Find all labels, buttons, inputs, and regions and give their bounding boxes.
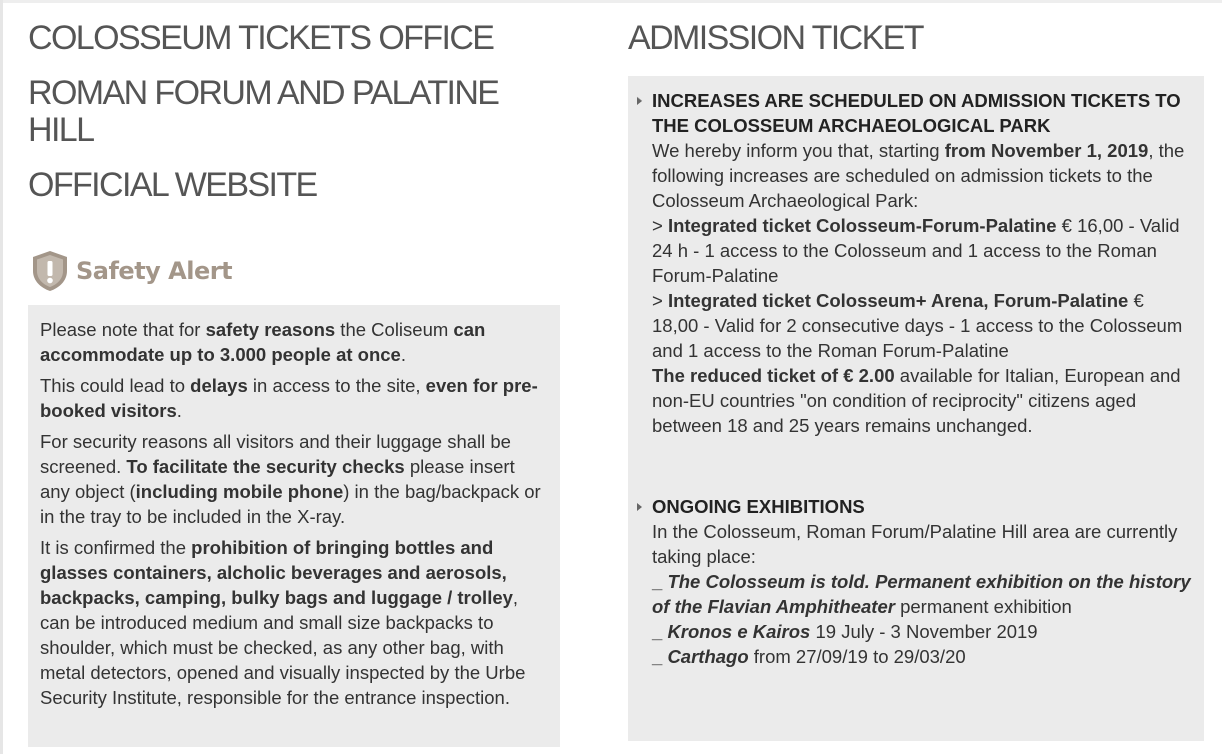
arrow-right-bullet-icon bbox=[636, 494, 652, 669]
news-body bbox=[652, 494, 1194, 669]
left-column bbox=[28, 19, 560, 708]
ticket-integrated-arena: > Integrated ticket Colosseum+ Arena, Forum-Palatine € 18,00 - Valid for 2 consecutive days - 1 access to the Colosseum and 1 access to the Roman Forum-Palatine bbox=[652, 290, 1183, 361]
right-column bbox=[628, 19, 1204, 667]
safety-paragraph-capacity: Please note that for safety reasons the Coliseum can accommodate up to 3.000 people at once. bbox=[40, 319, 486, 365]
shield-icon bbox=[30, 249, 70, 293]
exhibition-kronos-kairos: _ Kronos e Kairos 19 July - 3 November 2019 bbox=[652, 621, 1038, 642]
ticket-integrated-24h: > Integrated ticket Colosseum-Forum-Palatine € 16,00 - Valid 24 h - 1 access to the Colosseum and 1 access to the Roman Forum-Palatine bbox=[652, 215, 1180, 286]
site-title: COLOSSEUM TICKETS OFFICE bbox=[28, 19, 494, 57]
admission-ticket-title: ADMISSION TICKET bbox=[628, 19, 923, 57]
news-item-ticket-increases bbox=[636, 88, 1194, 438]
news-body bbox=[652, 88, 1194, 438]
exhibition-carthago: _ Carthago from 27/09/19 to 29/03/20 bbox=[652, 646, 966, 667]
official-website-title: OFFICIAL WEBSITE bbox=[28, 166, 317, 204]
news-item-exhibitions bbox=[636, 494, 1194, 669]
news-heading: ONGOING EXHIBITIONS bbox=[652, 496, 865, 517]
safety-paragraph-screening: For security reasons all visitors and their luggage shall be screened. To facilitate the security checks please insert any object (including mobile phone) in the bag/backpack or in the tray to be included in the X-ray. bbox=[40, 431, 541, 527]
arrow-right-bullet-icon bbox=[636, 88, 652, 438]
safety-alert-box bbox=[28, 305, 560, 747]
safety-paragraph-delays: This could lead to delays in access to the site, even for pre-booked visitors. bbox=[40, 375, 538, 421]
news-intro: We hereby inform you that, starting from November 1, 2019, the following increases are scheduled on admission tickets to the Colosseum Archaeological Park: bbox=[652, 140, 1185, 211]
ticket-reduced: The reduced ticket of € 2.00 available for Italian, European and non-EU countries "on condition of reciprocity" citizens aged between 18 and 25 years remains unchanged. bbox=[652, 365, 1181, 436]
left-border bbox=[0, 0, 3, 754]
exhibitions-intro: In the Colosseum, Roman Forum/Palatine Hill area are currently taking place: bbox=[652, 521, 1178, 567]
news-box bbox=[628, 76, 1204, 741]
safety-alert-title: Safety Alert bbox=[76, 257, 233, 285]
top-border bbox=[0, 0, 1222, 3]
news-heading: INCREASES ARE SCHEDULED ON ADMISSION TICKETS TO THE COLOSSEUM ARCHAEOLOGICAL PARK bbox=[652, 90, 1181, 136]
safety-paragraph-prohibition: It is confirmed the prohibition of bringing bottles and glasses containers, alcholic beverages and aerosols, backpacks, camping, bulky bags and luggage / trolley, can be introduced medium and small size backpacks to shoulder, which must be checked, as any other bag, with metal detectors, opened and visually inspected by the Urbe Security Institute, responsible for the entrance inspection. bbox=[40, 537, 526, 708]
site-subtitle: ROMAN FORUM AND PALATINE HILL bbox=[28, 74, 499, 149]
exhibition-colosseum-told: _ The Colosseum is told. Permanent exhibition on the history of the Flavian Amphitheater permanent exhibition bbox=[652, 571, 1191, 617]
safety-alert-header bbox=[28, 248, 560, 294]
